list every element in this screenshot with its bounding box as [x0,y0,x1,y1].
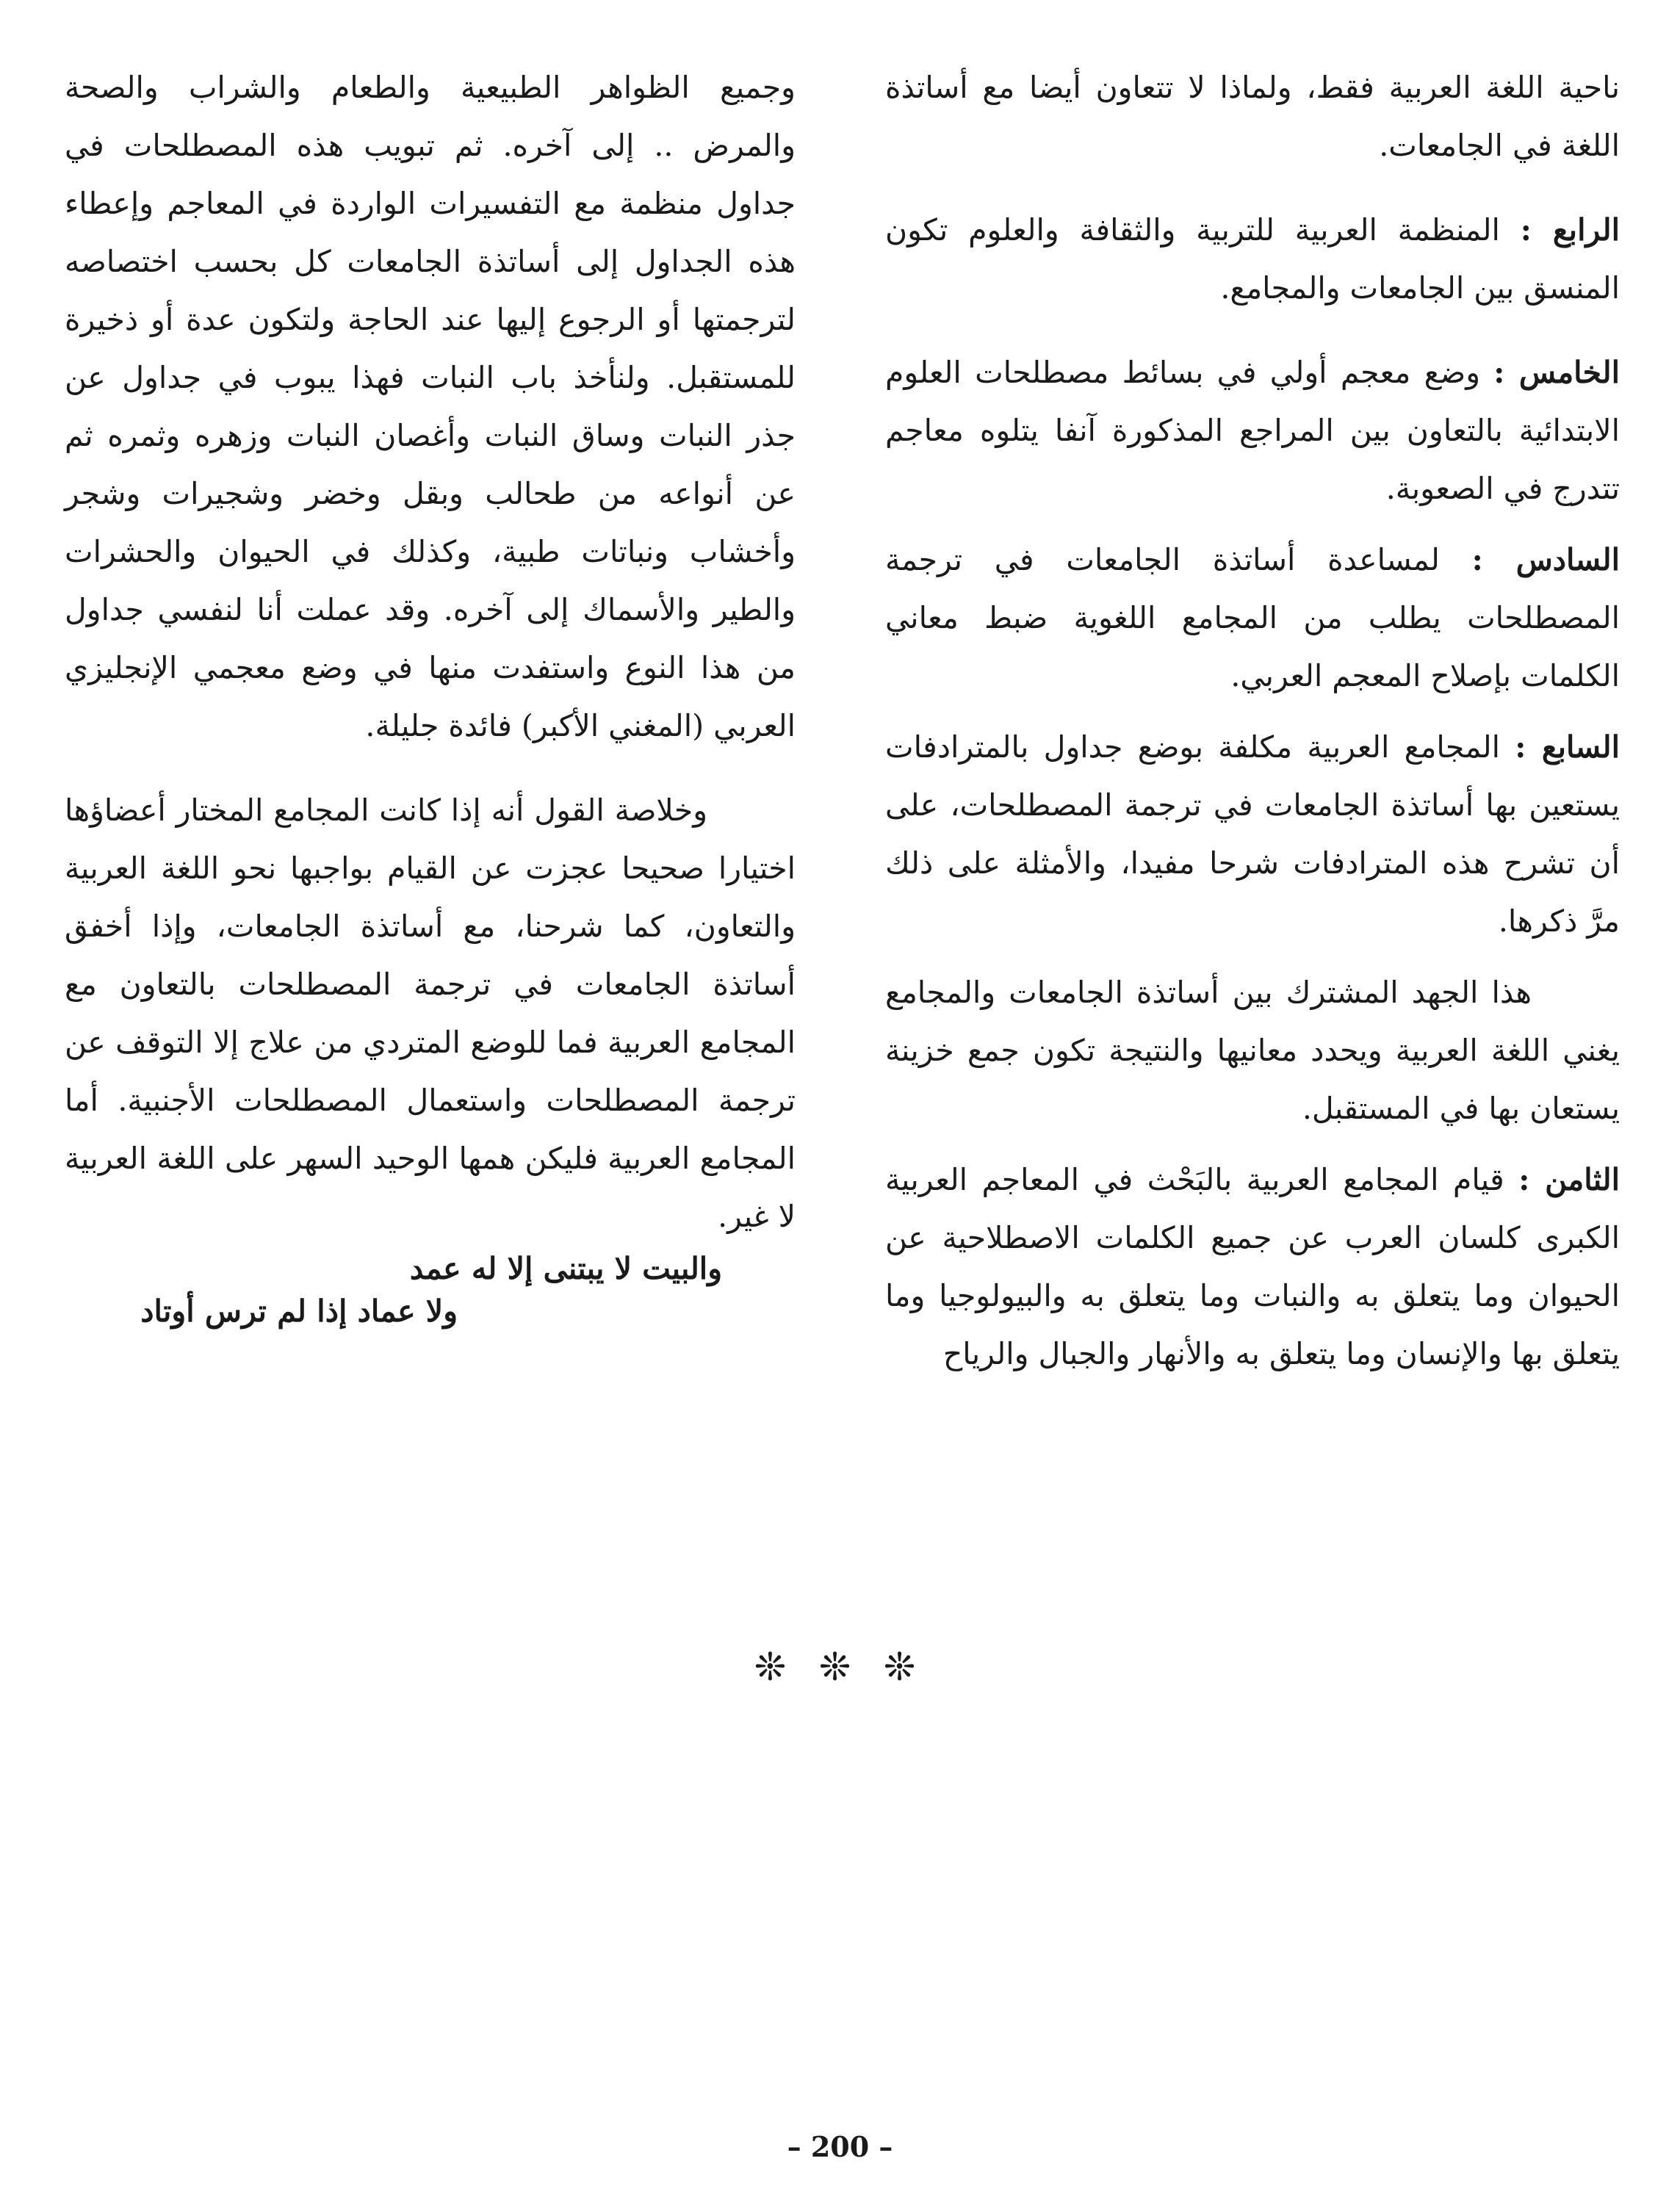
page-number: – 200 – [787,2130,893,2163]
paragraph-text: وضع معجم أولي في بسائط مصطلحات العلوم الابتدائية بالتعاون بين المراجع المذكورة آنفا يتلوه معاجم تتدرج في الصعوبة. [885,355,1620,506]
paragraph-text: المجامع العربية مكلفة بوضع جداول بالمترادفات يستعين بها أساتذة الجامعات في ترجمة المصطلحات، على أن تشرح هذه المترادفات شرحا مفيدا، والأمثلة على ذلك مرَّ ذكرها. [885,729,1620,939]
paragraph-conclusion: وخلاصة القول أنه إذا كانت المجامع المختار أعضاؤها اختيارا صحيحا عجزت عن القيام بواجبها نحو اللغة العربية والتعاون، كما شرحنا، مع أساتذة الجامعات، وإذا أخفق أساتذة الجامعات في ترجمة المصطلحات بالتعاون مع المجامع العربية فما للوضع المتردي من علاج إلا التوقف عن ترجمة المصطلحات واستعمال المصطلحات الأجنبية. أما المجامع العربية فليكن همها الوحيد السهر على اللغة العربية لا غير. [65,793,796,1234]
right-column [885,59,1620,1383]
paragraph-lead: السابع : [1515,729,1620,765]
paragraph-joint-effort: هذا الجهد المشترك بين أساتذة الجامعات والمجامع يغني اللغة العربية ويحدد معانيها والنتيجة تكون جمع خزينة يستعان بها في المستقبل. [885,975,1620,1126]
paragraph-fifth [885,344,1620,518]
verse-line-2: ولا عماد إذا لم ترس أوتاد [140,1294,458,1329]
verse-line-1: والبيت لا يبتنى إلا له عمد [409,1251,722,1286]
left-column [65,59,796,1332]
paragraph-text: المنظمة العربية للتربية والثقافة والعلوم تكون المنسق بين الجامعات والمجامع. [885,212,1620,306]
paragraph-continuation: ناحية اللغة العربية فقط، ولماذا لا تتعاون أيضا مع أساتذة اللغة في الجامعات. [885,70,1620,163]
paragraph-sixth [885,531,1620,705]
paragraph-lead: الرابع : [1520,212,1620,248]
paragraph-seventh [885,718,1620,950]
paragraph-continuation: وجميع الظواهر الطبيعية والطعام والشراب والصحة والمرض .. إلى آخره. ثم تبويب هذه المصطلحات في جداول منظمة مع التفسيرات الواردة في المعاجم وإعطاء هذه الجداول إلى أساتذة الجامعات كل بحسب اختصاصه لترجمتها أو الرجوع إليها عند الحاجة ولتكون عدة أو ذخيرة للمستقبل. ولنأخذ باب النبات فهذا يبوب في جداول عن جذر النبات وساق النبات وأغصان النبات وزهره وثمره ثم عن أنواعه من طحالب وبقل وخضر وشجيرات وشجر وأخشاب ونباتات طبية، وكذلك في الحيوان والحشرات والطير والأسماك إلى آخره. وقد عملت أنا لنفسي جداول من هذا النوع واستفدت منها في وضع معجمي الإنجليزي العربي (المغني الأكبر) فائدة جليلة. [65,70,796,743]
section-ornament: ❊ ❊ ❊ [754,1645,926,1689]
paragraph-eighth [885,1151,1620,1383]
paragraph-text: لمساعدة أساتذة الجامعات في ترجمة المصطلحات يطلب من المجامع اللغوية ضبط معاني الكلمات بإصلاح المعجم العربي. [885,542,1620,693]
paragraph-lead: السادس : [1471,542,1620,577]
paragraph-lead: الثامن : [1518,1162,1620,1197]
paragraph-lead: الخامس : [1493,355,1620,390]
paragraph-fourth [885,201,1620,317]
paragraph-text: قيام المجامع العربية بالبَحْث في المعاجم العربية الكبرى كلسان العرب عن جميع الكلمات الاصطلاحية عن الحيوان وما يتعلق به والنبات وما يتعلق به والبيولوجيا وما يتعلق بها والإنسان وما يتعلق به والأنهار والجبال والرياح [885,1162,1620,1371]
